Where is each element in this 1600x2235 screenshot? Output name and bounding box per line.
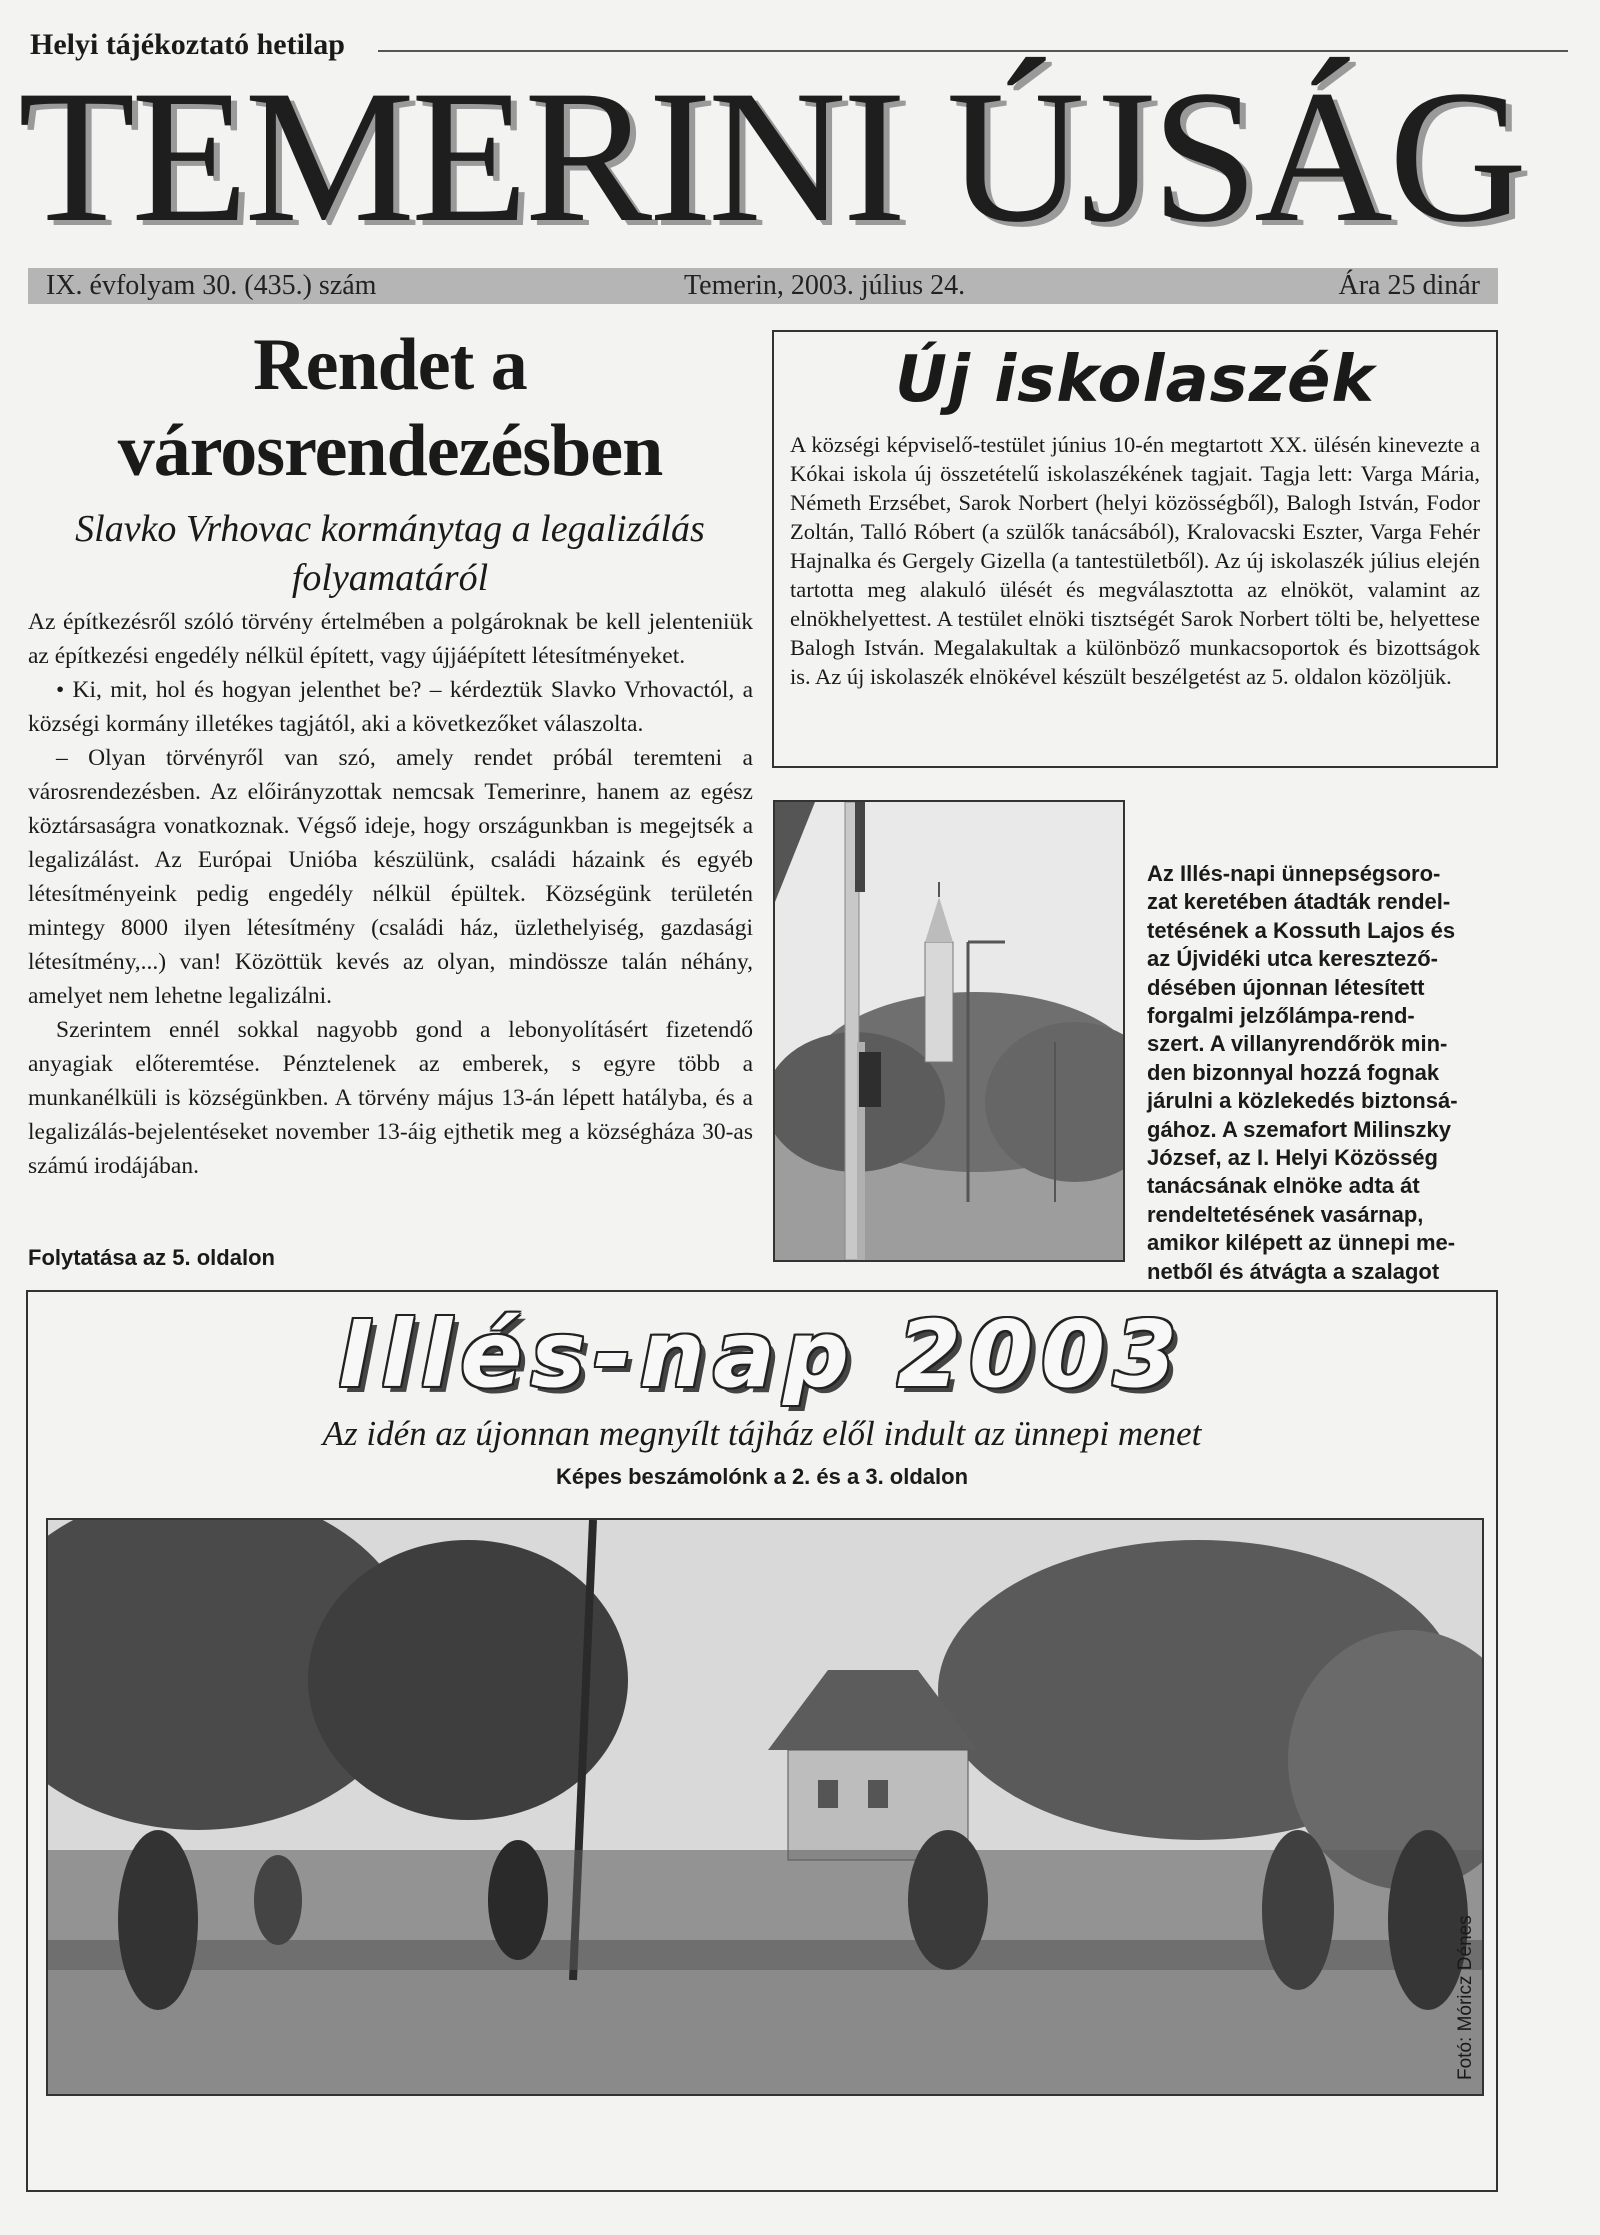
lead-subhead xyxy=(60,505,720,603)
festival-subtitle: Az idén az újonnan megnyílt tájház elől indult az ünnepi menet xyxy=(322,1414,1202,1453)
lead-paragraph: • Ki, mit, hol és hogyan jelenthet be? – kérdeztük Slavko Vrhovactól, a községi kormány illetékes tagjától, aki a következőket válaszolta. xyxy=(28,677,753,737)
caption-line: netből és átvágta a szalagot xyxy=(1147,1258,1440,1284)
caption-line: az Újvidéki utca keresztező- xyxy=(1147,946,1439,972)
lead-headline xyxy=(40,322,740,494)
lead-paragraph: Az építkezésről szóló törvény értelmében a polgároknak be kell jelenteniük az építkezési engedély nélkül épített, vagy újjáépített létesítményeket. xyxy=(28,609,753,669)
school-board-text: A községi képviselő-testület június 10-én megtartott XX. ülésén kinevezte a Kókai iskola új összetételű iskolaszékének tagjait. Tagja lett: Varga Mária, Németh Erzsébet, Sarok Norbert (helyi közösségből), Balogh István, Fodor Zoltán, Talló Róbert (a szülők tanácsából), Kralovacski Eszter, Varga Fehér Hajnalka és Gergely Gizella (a tantestületből). Az új iskolaszék július elején tartotta meg alakuló ülését és megválasztotta az elnököt, valamint az elnökhelyettest. A testület elnöki tisztségét Sarok Norbert tölti be, helyettese Balogh István. Megalakultak a különböző munkacsoportok és bizottságok is. Az új iskolaszék elnökével készült beszélgetést az 5. oldalon közöljük. xyxy=(790,432,1480,689)
caption-line: amikor kilépett az ünnepi me- xyxy=(1147,1230,1456,1256)
traffic-light-caption xyxy=(1147,860,1497,1286)
continued-note: Folytatása az 5. oldalon xyxy=(28,1245,275,1270)
procession-photo xyxy=(46,1518,1484,2096)
dateline: Temerin, 2003. július 24. xyxy=(684,270,966,301)
photo-credit: Fotó: Móricz Dénes xyxy=(1455,1915,1476,2080)
lead-headline-line1: Rendet a xyxy=(253,324,527,406)
caption-line: zat keretében átadták rendel- xyxy=(1147,889,1451,915)
caption-line: járulni a közlekedés biztonsá- xyxy=(1147,1088,1458,1114)
caption-line: gához. A szemafort Milinszky xyxy=(1147,1116,1451,1142)
school-board-title: Új iskolaszék xyxy=(895,343,1375,417)
festival-title: Illés-nap 2003 xyxy=(338,1301,1186,1408)
traffic-light-illustration xyxy=(775,802,1123,1260)
caption-line: den bizonnyal hozzá fognak xyxy=(1147,1059,1440,1085)
lead-headline-line2: városrendezésben xyxy=(117,410,663,492)
procession-illustration xyxy=(48,1520,1482,2094)
caption-line: forgalmi jelzőlámpa-rend- xyxy=(1147,1003,1415,1029)
lead-subhead-line1: Slavko Vrhovac kormánytag a legalizálás xyxy=(75,508,705,550)
caption-line: tanácsának elnöke adta át xyxy=(1147,1173,1420,1199)
caption-line: szert. A villanyrendőrök min- xyxy=(1147,1031,1448,1057)
issue-info-bar xyxy=(28,268,1498,304)
lead-paragraph: Szerintem ennél sokkal nagyobb gond a lebonyolításért fizetendő anyagiak előteremtése. Pénztelenek az emberek, s egyre több a munkanélküli is községünkben. A törvény május 13-án lépett hatályba, és a legalizálás-bejelentéseket november 13-áig ejthetik meg a községháza 30-as számú irodájában. xyxy=(28,1017,753,1179)
newspaper-title: TEMERINI ÚJSÁG xyxy=(18,52,1524,262)
lead-body xyxy=(28,605,753,1183)
lead-paragraph: – Olyan törvényről van szó, amely rendet próbál teremteni a városrendezésben. Az előirányzottak nemcsak Temerinre, hanem az egész köztársaságra vonatkoznak. Végső ideje, hogy országunkban is megejtsék a legalizálást. Az Európai Unióba készülünk, családi házaink és egyéb létesítményeink pedig engedély nélkül épültek. Községünk területén mintegy 8000 ilyen létesítmény (családi ház, üzlethelyiség, gazdasági létesítmény,...) van! Közöttük kevés az olyan, mindössze talán néhány, amelyet nem lehetne legalizálni. xyxy=(28,745,753,1009)
caption-line: József, az I. Helyi Közösség xyxy=(1147,1145,1438,1171)
festival-page-note: Képes beszámolónk a 2. és a 3. oldalon xyxy=(555,1464,969,1489)
traffic-light-photo xyxy=(773,800,1125,1262)
lead-subhead-line2: folyamatáról xyxy=(291,557,489,599)
issue-number: IX. évfolyam 30. (435.) szám xyxy=(46,270,377,301)
caption-line: tetésének a Kossuth Lajos és xyxy=(1147,917,1456,943)
caption-line: désében újonnan létesített xyxy=(1147,974,1425,1000)
caption-line: Az Illés-napi ünnepségsoro- xyxy=(1147,861,1441,886)
price: Ára 25 dinár xyxy=(1338,270,1480,301)
tagline: Helyi tájékoztató hetilap xyxy=(30,28,345,61)
caption-line: rendeltetésének vasárnap, xyxy=(1147,1201,1424,1227)
